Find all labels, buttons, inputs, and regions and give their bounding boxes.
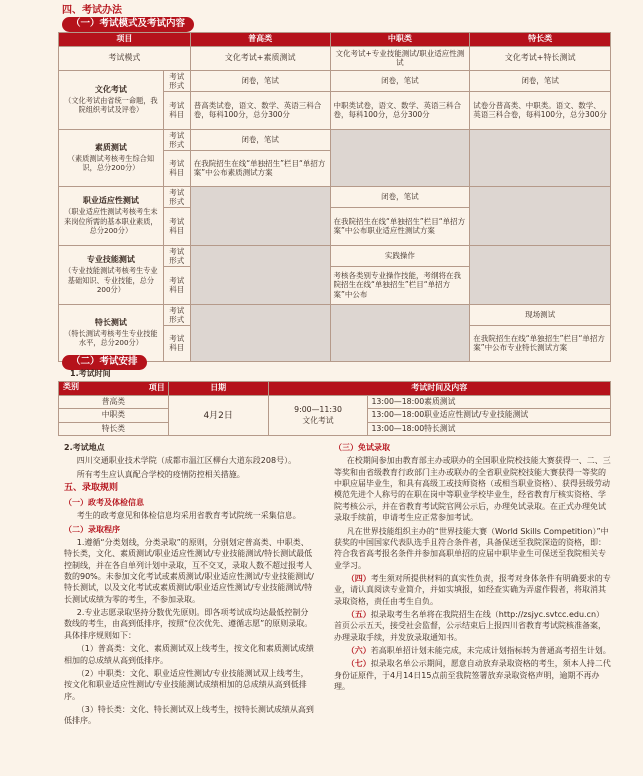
form-label: 考试形式: [163, 245, 190, 266]
place-text: 四川交通职业技术学院（成都市温江区柳台大道东段208号）。: [76, 456, 297, 466]
place-note: 所有考生应认真配合学校的疫情防控相关措施。: [76, 469, 245, 479]
sched-afternoon-ptg: 13:00—18:00素质测试: [368, 395, 611, 409]
sched-date: 4月2日: [168, 395, 268, 436]
sched-row-tc: 特长类: [59, 422, 169, 436]
section5-2: （二）录取程序: [64, 524, 120, 534]
gray-cell: [470, 245, 611, 304]
section5-1: （一）政考及体检信息: [64, 497, 144, 507]
section5-3: （三）免试录取: [334, 443, 390, 452]
left-column: [64, 442, 314, 729]
subject-label: 考试科目: [163, 207, 190, 245]
exam-time-heading: 1.考试时间: [70, 369, 111, 378]
wh-sub-ptg: 普高类试卷，语文、数学、英语三科合卷，每科100分，总分300分: [190, 91, 330, 129]
gray-cell: [330, 129, 470, 186]
form-label: 考试形式: [163, 304, 190, 325]
sz-form: 闭卷，笔试: [190, 129, 330, 150]
s5-p6: （3）特长类：文化、特长测试双上线考生，按特长测试成绩从高到低排序。: [64, 704, 314, 726]
row-label-sz: 素质测试 （素质测试考核考生综合知识，总分200分）: [59, 129, 164, 186]
s5-p2: 1.遵循“分类划线，分类录取”的原则，分别划定普高类、中职类、特长类，文化、素质测试/职业适应性测试/专业技能测试/特长测试最低控制线，并在各自单列计划中录取，互不交叉，录取人数不超过报考人数的90%。未参加文化考试或素质测试/职业适应性测试/专业技能测试/特长测试，以及文化考试或素质测试/职业适应性测试/专业技能测试/特长测试成绩为零的考生，不参加录取。: [64, 537, 314, 604]
sched-header-time: 考试时间及内容: [268, 382, 610, 396]
mode-zz: 文化考试+专业技能测试/职业适应性测试: [330, 46, 470, 70]
form-label: 考试形式: [163, 186, 190, 207]
gray-cell: [190, 245, 330, 304]
wh-form-tc: 闭卷，笔试: [470, 70, 611, 91]
sz-sub: 在我院招生在线“单独招生”栏目“单招方案”中公布素质测试方案: [190, 150, 330, 186]
subject-label: 考试科目: [163, 150, 190, 186]
subsection-pill: （二）考试安排: [62, 355, 147, 370]
r-p2: 凡在世界技能组织主办的“世界技能大赛（World Skills Competition）”中获奖的中国国家代表队选手且符合条件者，具备保送至我院深造的资格，即：符合我省高考报名条件并参加高职单招的应届中职毕业生可保送至我院相关专业学习。: [334, 526, 609, 570]
form-label: 考试形式: [163, 70, 190, 91]
col-header-ptg: 普高类: [190, 33, 330, 47]
subject-label: 考试科目: [163, 266, 190, 304]
r-p3: （四）考生须对所提供材料的真实性负责，报考对身体条件有明确要求的专业，请认真阅读专业简介，并如实填报，如经查实确为弄虚作假者，将取消其录取资格，责任由考生自负。: [334, 573, 611, 606]
place-heading: 2.考试地点: [64, 443, 105, 452]
wh-sub-tc: 试卷分普高类、中职类。语文、数学、英语三科合卷，每科100分，总分300分: [470, 91, 611, 129]
subject-label: 考试科目: [163, 91, 190, 129]
schedule-table: [58, 381, 611, 436]
r-p4: （五）拟录取考生名单将在我院招生在线（http://zsjyc.svtcc.edu.cn）首页公示五天，接受社会监督，公示结束后上报四川省教育考试院核准备案，办理录取手续，并发放录取通知书。: [334, 610, 606, 642]
sched-row-ptg: 普高类: [59, 395, 169, 409]
sched-morning: 9:00—11:30 文化考试: [268, 395, 368, 436]
sched-header-date: 日期: [168, 382, 268, 396]
mode-ptg: 文化考试+素质测试: [190, 46, 330, 70]
row-label-jn: 专业技能测试 （专业技能测试考核考生专业基础知识、专业技能，总分200分）: [59, 245, 164, 304]
gray-cell: [190, 304, 330, 361]
gray-cell: [330, 304, 470, 361]
tc-form: 现场测试: [470, 304, 611, 325]
sched-afternoon-zz: 13:00—18:00职业适应性测试/专业技能测试: [368, 409, 611, 423]
r-p6: （七）拟录取名单公示期间，愿意自动放弃录取资格的考生，须本人持二代身份证原件，于4月14日15点前至我院签署放弃录取资格声明，逾期不再办理。: [334, 659, 611, 692]
row-label-wh: 文化考试 （文化考试由省统一命题，我院组织考试及评卷）: [59, 70, 164, 129]
gray-cell: [190, 186, 330, 245]
tc-sub: 在我院招生在线“单独招生”栏目“单招方案”中公布专业特长测试方案: [470, 325, 611, 361]
row-label-tc: 特长测试 （特长测试考核考生专业技能水平，总分200分）: [59, 304, 164, 361]
col-header-tc: 特长类: [470, 33, 611, 47]
s5-p3: 2.专业志愿录取坚持分数优先原则。即各项考试成均达最低控制分数线的考生，由高到低排序，按照“位次优先、遵循志愿”的原则录取。具体排序规则如下：: [64, 608, 313, 640]
r-p1: 在校期间参加由教育部主办或联办的全国职业院校技能大赛获得一、二、三等奖和由省级教育行政部门主办或联办的全省职业院校技能大赛获得一等奖的中职应届毕业生，和具有高级工或技师资格（或相当职业资格）、获得县级劳动模范先进个人称号的在职在岗中等职业学校毕业生，经省教育厅核实资格、学院考核公示，并在省教育考试院官网公示后，办理免试录取。在正式办理免试录取手续前，申请考生应正常参加考试。: [334, 456, 611, 523]
gray-cell: [470, 129, 611, 186]
wh-form-zz: 闭卷，笔试: [330, 70, 470, 91]
s5-p4: （1）普高类：文化、素质测试双上线考生，按文化和素质测试成绩相加的总成绩从高到低排序。: [64, 644, 314, 665]
jn-sub: 考核各类别专业操作技能，考纲将在我院招生在线“单独招生”栏目“单招方案”中公布: [330, 266, 470, 304]
sched-header-cat: 类别 项目: [59, 382, 169, 396]
sched-afternoon-tc: 13:00—18:00特长测试: [368, 422, 611, 436]
section-title: 四、考试办法: [62, 5, 122, 16]
section5-title: 五、录取规则: [64, 483, 119, 494]
exam-mode-table: [58, 32, 611, 362]
subject-label: 考试科目: [163, 325, 190, 361]
jn-form: 实践操作: [330, 245, 470, 266]
wh-form-ptg: 闭卷，笔试: [190, 70, 330, 91]
mode-tc: 文化考试+特长测试: [470, 46, 611, 70]
col-header-item: 项目: [59, 33, 191, 47]
zy-form: 闭卷，笔试: [330, 186, 470, 207]
gray-cell: [470, 186, 611, 245]
s5-p5: （2）中职类：文化、职业适应性测试/专业技能测试双上线考生，按文化和职业适应性测试/专业技能测试成绩相加的总成绩从高到低排序。: [64, 668, 309, 701]
form-label: 考试形式: [163, 129, 190, 150]
col-header-zz: 中职类: [330, 33, 470, 47]
s5-p1: 考生的政考意见和体检信息均采用省教育考试院统一采集信息。: [76, 511, 301, 521]
sched-row-zz: 中职类: [59, 409, 169, 423]
right-column: [334, 442, 612, 695]
wh-sub-zz: 中职类试卷，语文、数学、英语三科合卷，每科100分，总分300分: [330, 91, 470, 129]
subsection-pill: （一）考试模式及考试内容: [62, 17, 194, 32]
row-label-zy: 职业适应性测试 （职业适应性测试考核考生未来岗位所需的基本职业素质，总分200分）: [59, 186, 164, 245]
zy-sub: 在我院招生在线“单独招生”栏目“单招方案”中公布职业适应性测试方案: [330, 207, 470, 245]
r-p5: （六）若高职单招计划未能完成，未完成计划指标转为普通高考招生计划。: [346, 646, 611, 656]
mode-label: 考试模式: [59, 46, 191, 70]
